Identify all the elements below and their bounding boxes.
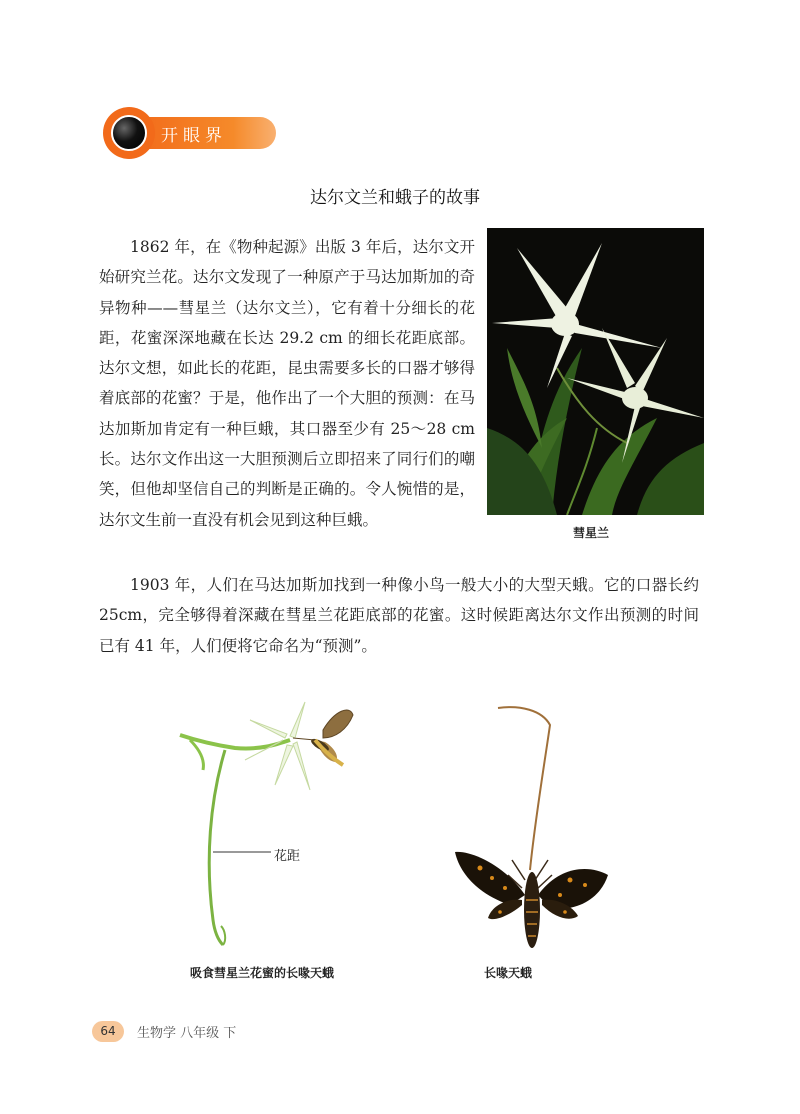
spur-label: 花距 bbox=[274, 849, 301, 864]
page-number: 64 bbox=[92, 1021, 124, 1042]
book-title: 生物学 八年级 下 bbox=[137, 1026, 237, 1041]
badge-circle bbox=[103, 107, 155, 159]
paragraph-1: 1862 年，在《物种起源》出版 3 年后，达尔文开始研究兰花。达尔文发现了一种原产于马达加斯加的奇异物种——彗星兰（达尔文兰），它有着十分细长的花距，花蜜深深地藏在长达 29.2 cm 的细长花距底部。达尔文想，如此长的花距，昆虫需要多长的口器才够得着底部的花蜜？于是，他作出了一个大胆的预测：在马达加斯加肯定有一种巨蛾，其口器至少有 25～28 cm 长。达尔文作出这一大胆预测后立即招来了同行们的嘲笑，但他却坚信自己的判断是正确的。令人惋惜的是，达尔文生前一直没有机会见到这种巨蛾。 bbox=[99, 238, 475, 529]
eye-lens-icon bbox=[111, 115, 147, 151]
feeding-moth-caption: 吸食彗星兰花蜜的长喙天蛾 bbox=[190, 966, 335, 980]
section-badge bbox=[103, 107, 278, 159]
hawk-moth-caption: 长喙天蛾 bbox=[484, 966, 533, 980]
orchid-caption: 彗星兰 bbox=[573, 526, 610, 540]
moth-feeding-illustration bbox=[175, 690, 355, 950]
comet-orchid-photo bbox=[487, 228, 704, 515]
article-title: 达尔文兰和蛾子的故事 bbox=[310, 188, 480, 208]
badge-label: 开眼界 bbox=[161, 126, 227, 146]
paragraph-2: 1903 年，人们在马达加斯加找到一种像小鸟一般大小的大型天蛾。它的口器长约 25cm，完全够得着深藏在彗星兰花距底部的花蜜。这时候距离达尔文作出预测的时间已有 41 年，人们便将它命名为“预测”。 bbox=[99, 576, 699, 655]
hawk-moth-illustration bbox=[450, 700, 615, 955]
